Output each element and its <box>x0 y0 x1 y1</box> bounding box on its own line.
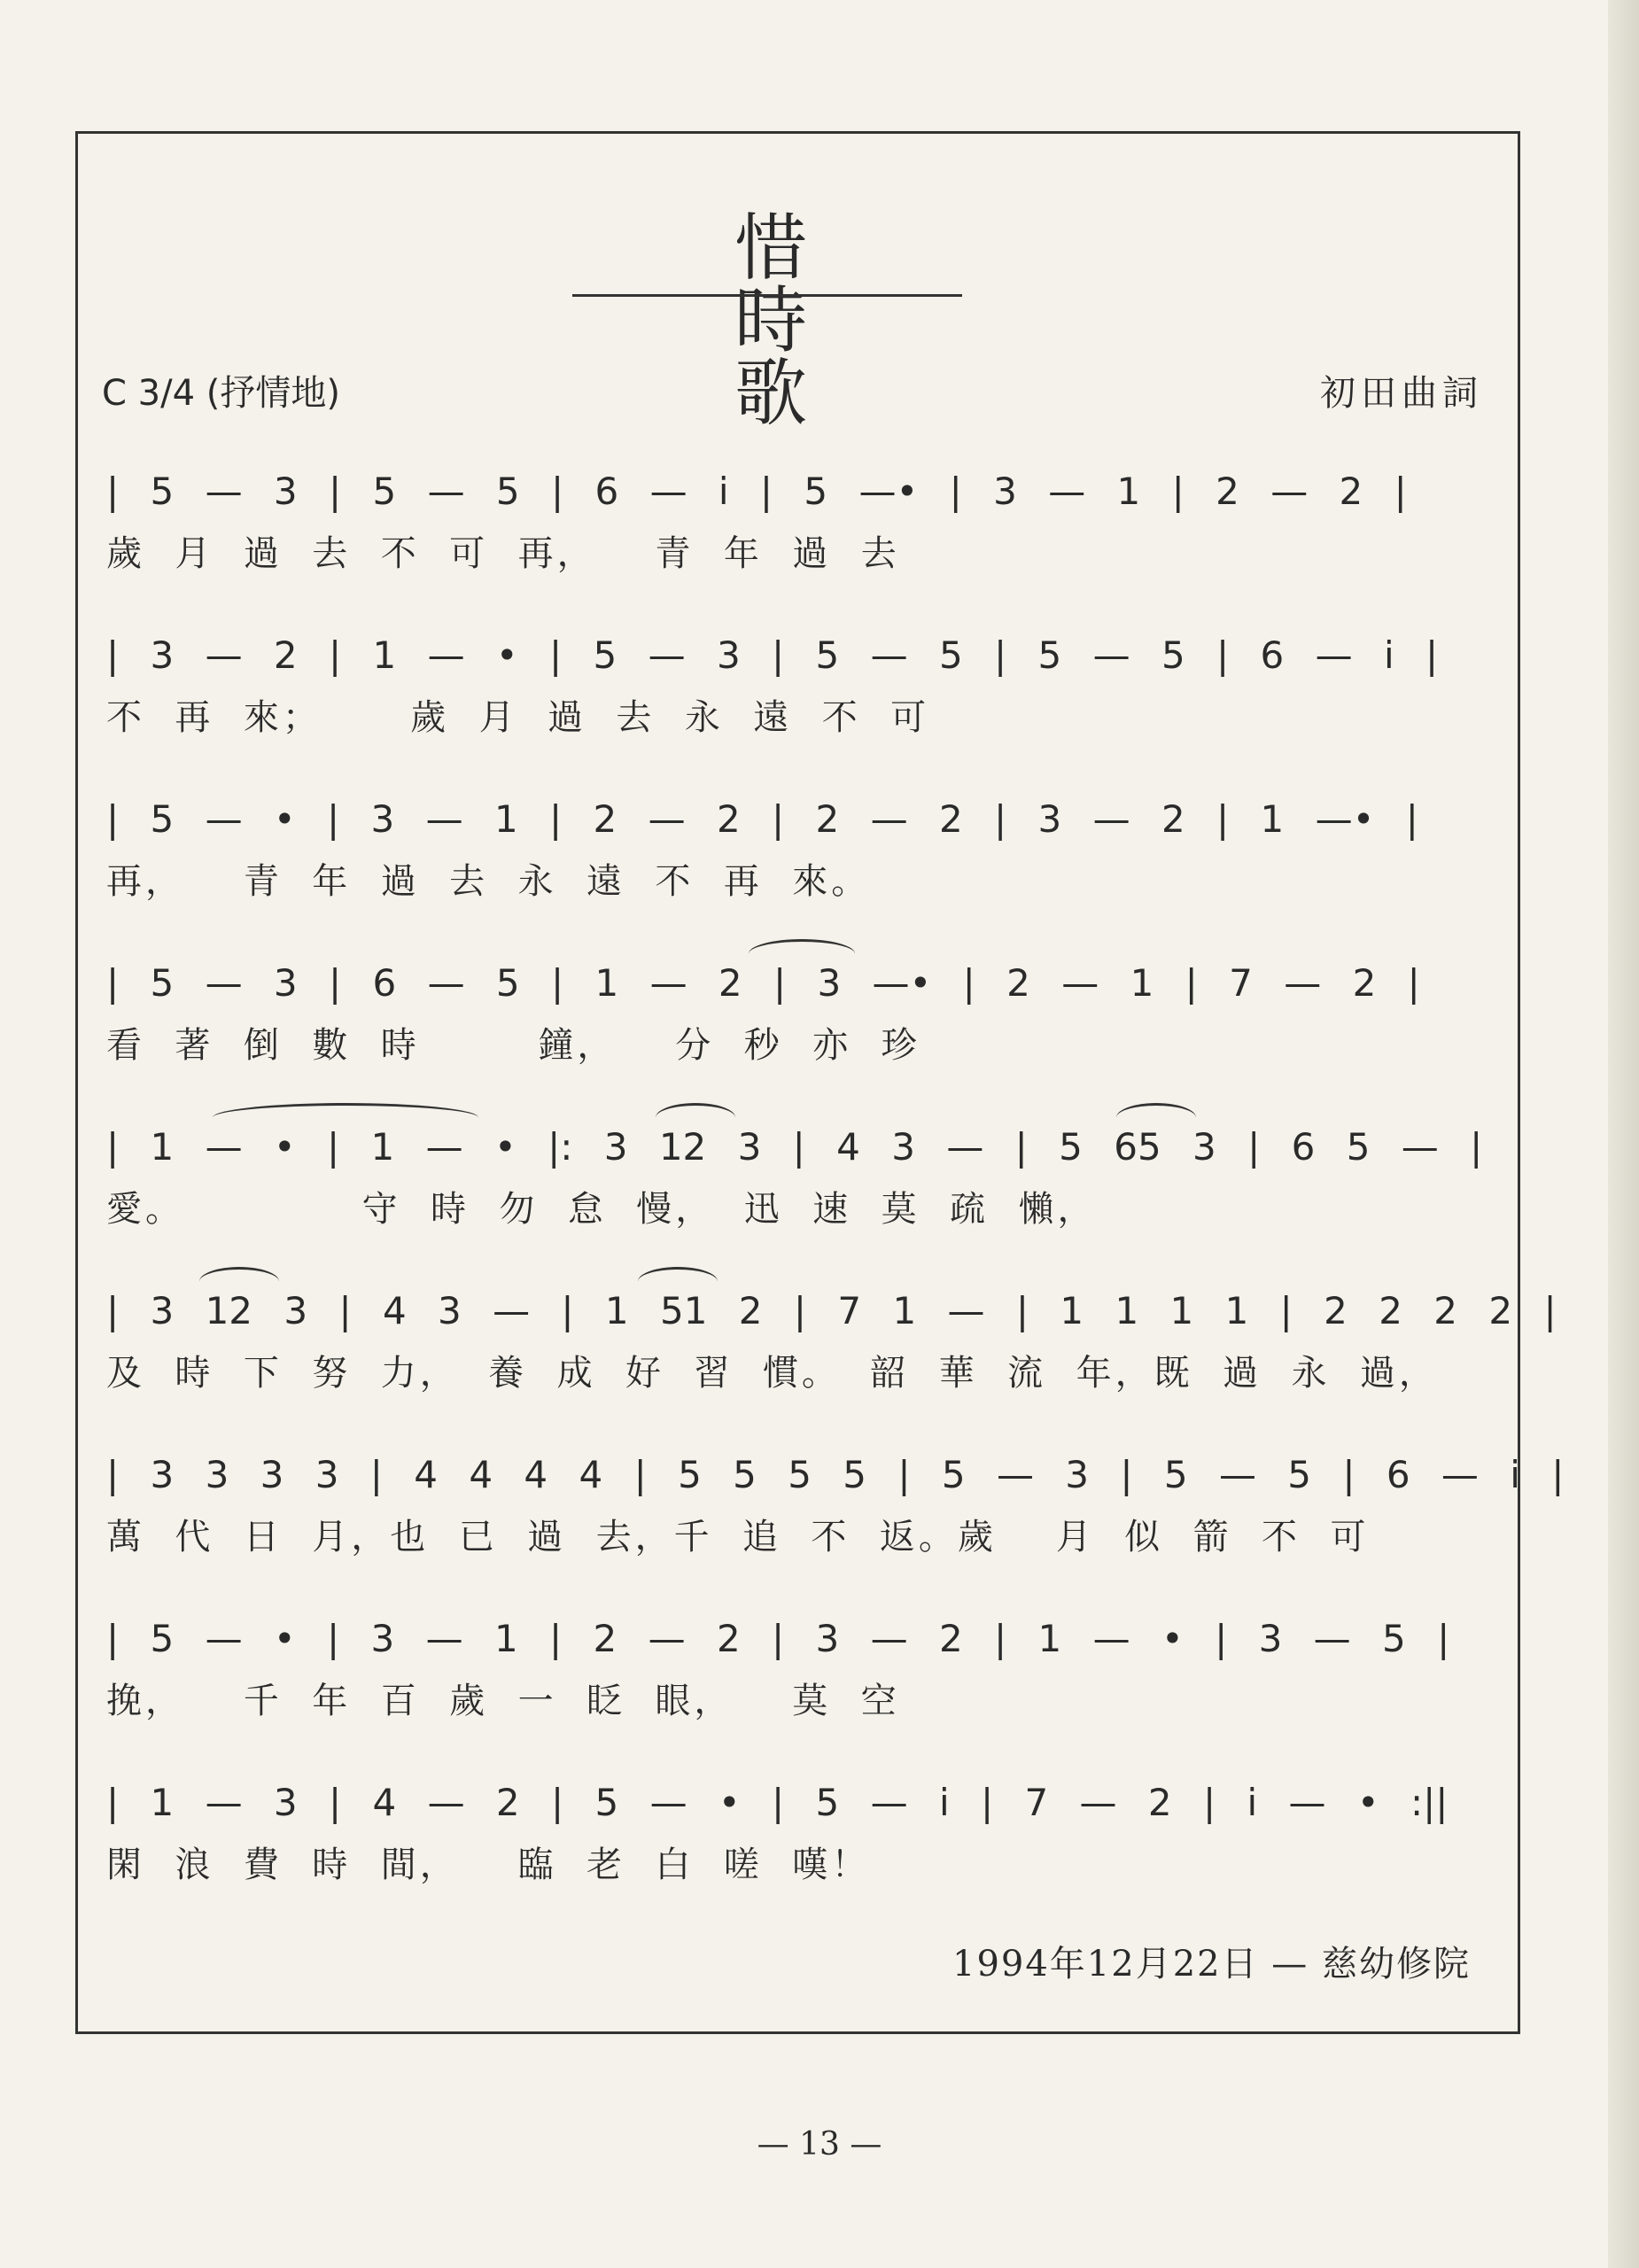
notation-line: | 5 — • | 3 — 1 | 2 — 2 | 2 — 2 | 3 — 2 | 1 —• | <box>106 797 1418 841</box>
lyric-line: 再， 青 年 過 去 永 遠 不 再 來。 <box>106 861 871 902</box>
song-title: 惜 時 歌 <box>734 206 871 436</box>
notation-line: | 5 — • | 3 — 1 | 2 — 2 | 3 — 2 | 1 — • | 3 — 5 | <box>106 1617 1450 1660</box>
title-underline <box>572 294 962 297</box>
lyric-line: 愛。 守 時 勿 怠 慢， 迅 速 莫 疏 懶， <box>106 1189 1097 1230</box>
lyric-line: 閑 浪 費 時 間， 臨 老 白 嗟 嘆！ <box>106 1845 871 1885</box>
key-signature: C 3/4 (抒情地) <box>102 373 340 414</box>
lyric-line: 看 著 倒 數 時 鐘， 分 秒 亦 珍 <box>106 1025 920 1066</box>
notation-line: | 3 — 2 | 1 — • | 5 — 3 | 5 — 5 | 5 — 5 | 6 — i | <box>106 633 1439 677</box>
lyric-line: 不 再 來； 歲 月 過 去 永 遠 不 可 <box>106 697 930 738</box>
lyric-line: 及 時 下 努 力， 養 成 好 習 慣。 韶 華 流 年，既 過 永 過， <box>106 1353 1438 1394</box>
notation-line: | 3 12 3 | 4 3 — | 1 51 2 | 7 1 — | 1 1 1 1 | 2 2 2 2 | <box>106 1289 1557 1332</box>
notation-line: | 3 3 3 3 | 4 4 4 4 | 5 5 5 5 | 5 — 3 | 5 — 5 | 6 — i | <box>106 1453 1565 1496</box>
lyric-line: 萬 代 日 月，也 已 過 去，千 追 不 返。歲 月 似 箭 不 可 <box>106 1517 1370 1557</box>
notation-line: | 5 — 3 | 5 — 5 | 6 — i | 5 —• | 3 — 1 | 2 — 2 | <box>106 470 1407 513</box>
lyric-line: 挽， 千 年 百 歲 一 眨 眼， 莫 空 <box>106 1681 900 1721</box>
lyric-line: 歲 月 過 去 不 可 再， 青 年 過 去 <box>106 533 900 574</box>
notation-line: | 1 — • | 1 — • |: 3 12 3 | 4 3 — | 5 65 3 | 6 5 — | <box>106 1125 1483 1169</box>
notation-line: | 1 — 3 | 4 — 2 | 5 — • | 5 — i | 7 — 2 | i — • :|| <box>106 1781 1449 1824</box>
notation-line: | 5 — 3 | 6 — 5 | 1 — 2 | 3 —• | 2 — 1 | 7 — 2 | <box>106 961 1420 1005</box>
page-edge <box>1608 0 1639 2268</box>
date-signature: 1994年12月22日 — 慈幼修院 <box>952 1944 1472 1984</box>
author-credit: 初田曲詞 <box>1320 373 1483 414</box>
page-number: — 13 — <box>757 2126 882 2163</box>
